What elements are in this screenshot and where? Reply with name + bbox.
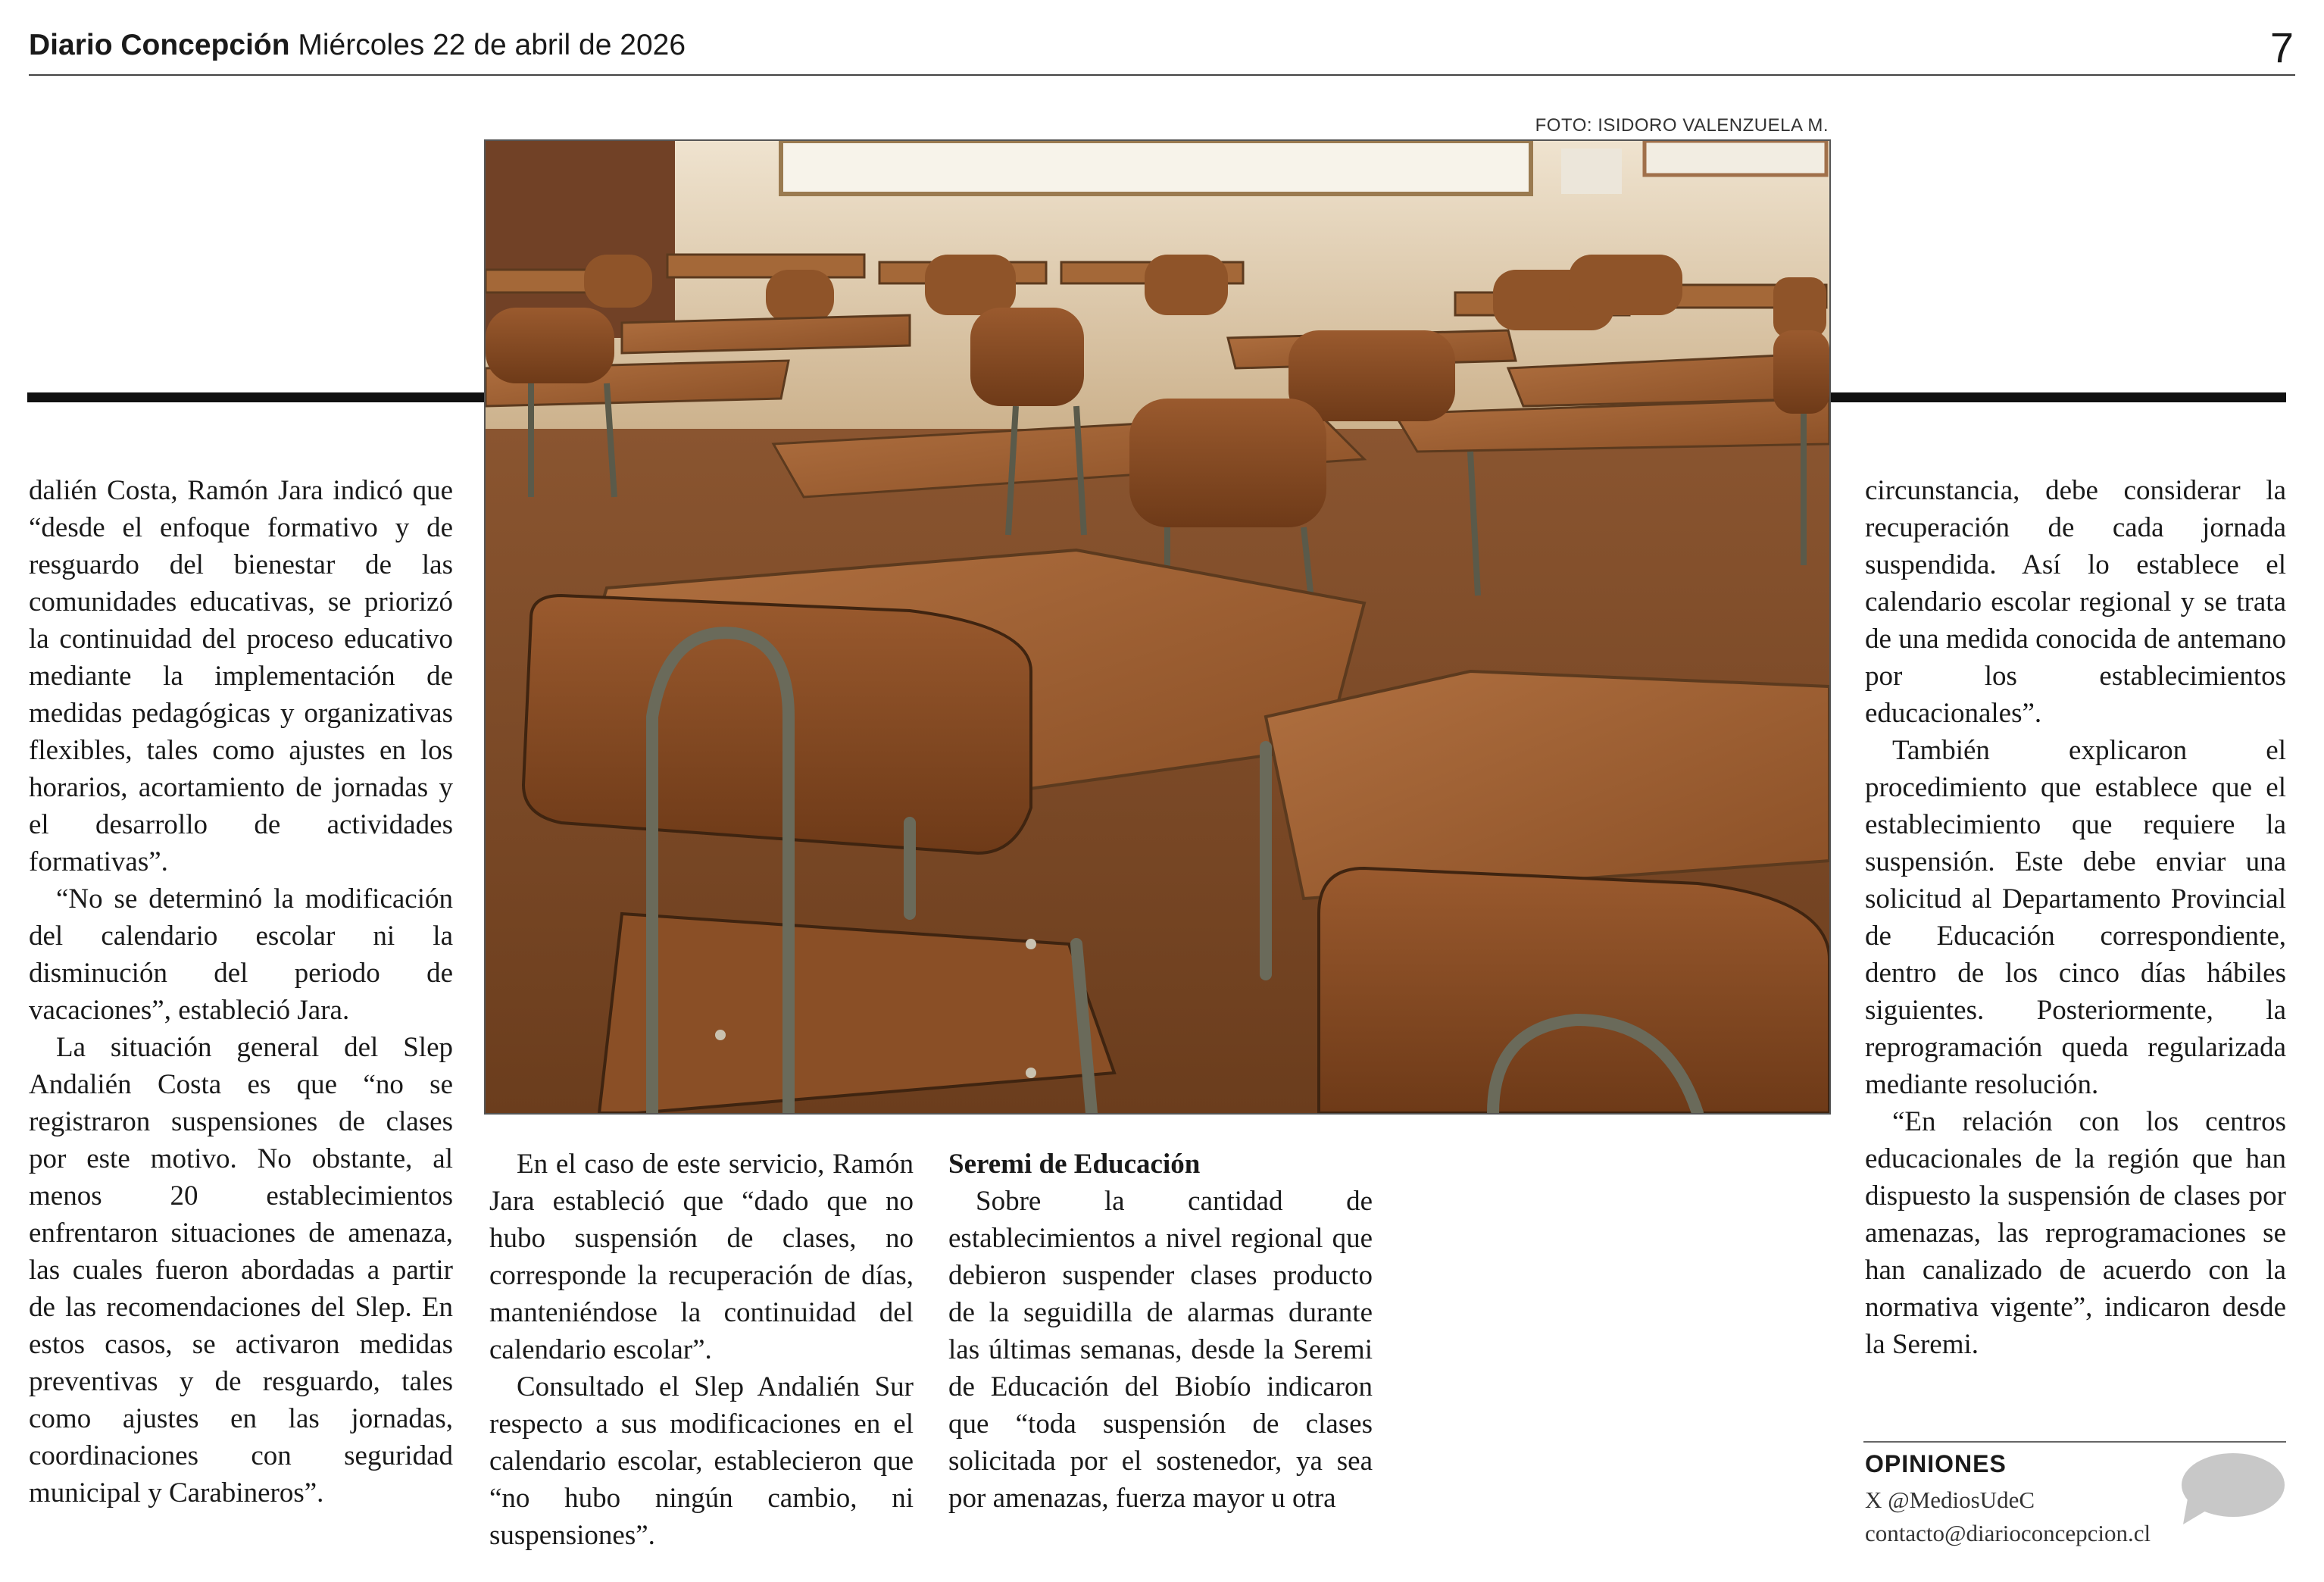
page-number: 7 [2269,23,2294,71]
speech-bubble-icon [2180,1452,2286,1526]
opiniones-title: OPINIONES [1865,1450,2007,1477]
article-column-3 [948,1146,1373,1517]
col2-paragraph-2: Consultado el Slep Andalién Sur respecto a sus modificaciones en el calendario escolar, establecieron que “no hubo ningún cambio, ni suspensiones”. [489,1371,914,1551]
col2-paragraph-1: En el caso de este servicio, Ramón Jara estableció que “dado que no hubo suspensión de clases, no corresponde la recuperación de días, manteniéndose la continuidad del calendario escolar”. [489,1149,914,1365]
opiniones-email[interactable]: contacto@diarioconcepcion.cl [1865,1520,2151,1546]
col4-paragraph-1: circunstancia, debe considerar la recuperación de cada jornada suspendida. Así lo establece el calendario escolar regional y se trata de una medida conocida de antemano por los establecimientos educacionales”. [1865,475,2286,729]
opiniones-social[interactable]: X @MediosUdeC [1865,1487,2035,1513]
photo-credit: FOTO: ISIDORO VALENZUELA M. [1535,115,1829,136]
article-column-2 [489,1146,914,1554]
page-header [29,30,686,60]
opiniones-rule [1863,1441,2286,1443]
section-subheading: Seremi de Educación [948,1149,1201,1180]
col4-paragraph-2: También explicaron el procedimiento que establece que el establecimiento que requiere la suspensión. Este debe enviar una solicitud al Departamento Provincial de Educación correspondiente, dentro de los cinco días hábiles siguientes. Posteriormente, la reprogramación queda regularizada mediante resolución. [1865,735,2286,1100]
section-rule-left [27,392,486,402]
col4-paragraph-3: “En relación con los centros educacionales de la región que han dispuesto la suspensión de clases por amenazas, las reprogramaciones se han canalizado de acuerdo con la normativa vigente”, indicaron desde la Seremi. [1865,1106,2286,1360]
col1-paragraph-1: dalién Costa, Ramón Jara indicó que “desde el enfoque formativo y de resguardo del bienestar de las comunidades educativas, se priorizó la continuidad del proceso educativo mediante la implementación de medidas pedagógicas y organizativas flexibles, tales como ajustes en los horarios, acortamiento de jornadas y el desarrollo de actividades formativas”. [29,475,453,877]
col3-paragraph-1: Sobre la cantidad de establecimientos a nivel regional que debieron suspender clases producto de la seguidilla de alarmas durante las últimas semanas, desde la Seremi de Educación del Biobío indicaron que “toda suspensión de clases solicitada por el sostenedor, ya sea por amenazas, fuerza mayor u otra [948,1186,1373,1514]
newspaper-name: Diario Concepción [29,29,290,61]
section-rule-right [1829,392,2286,402]
col1-paragraph-3: La situación general del Slep Andalién Costa es que “no se registraron suspensiones de clases por este motivo. No obstante, al menos 20 establecimientos enfrentaron situaciones de amenaza, las cuales fueron abordadas a partir de las recomendaciones del Slep. En estos casos, se activaron medidas preventivas y de resguardo, tales como ajustes en las jornadas, coordinaciones con seguridad municipal y Carabineros”. [29,1032,453,1509]
issue-date: Miércoles 22 de abril de 2026 [298,29,686,61]
article-column-1 [29,472,453,1512]
col1-paragraph-2: “No se determinó la modificación del calendario escolar ni la disminución del periodo de vacaciones”, estableció Jara. [29,883,453,1026]
header-rule [29,74,2295,76]
classroom-photo [486,141,1829,1113]
article-column-4 [1865,472,2286,1363]
